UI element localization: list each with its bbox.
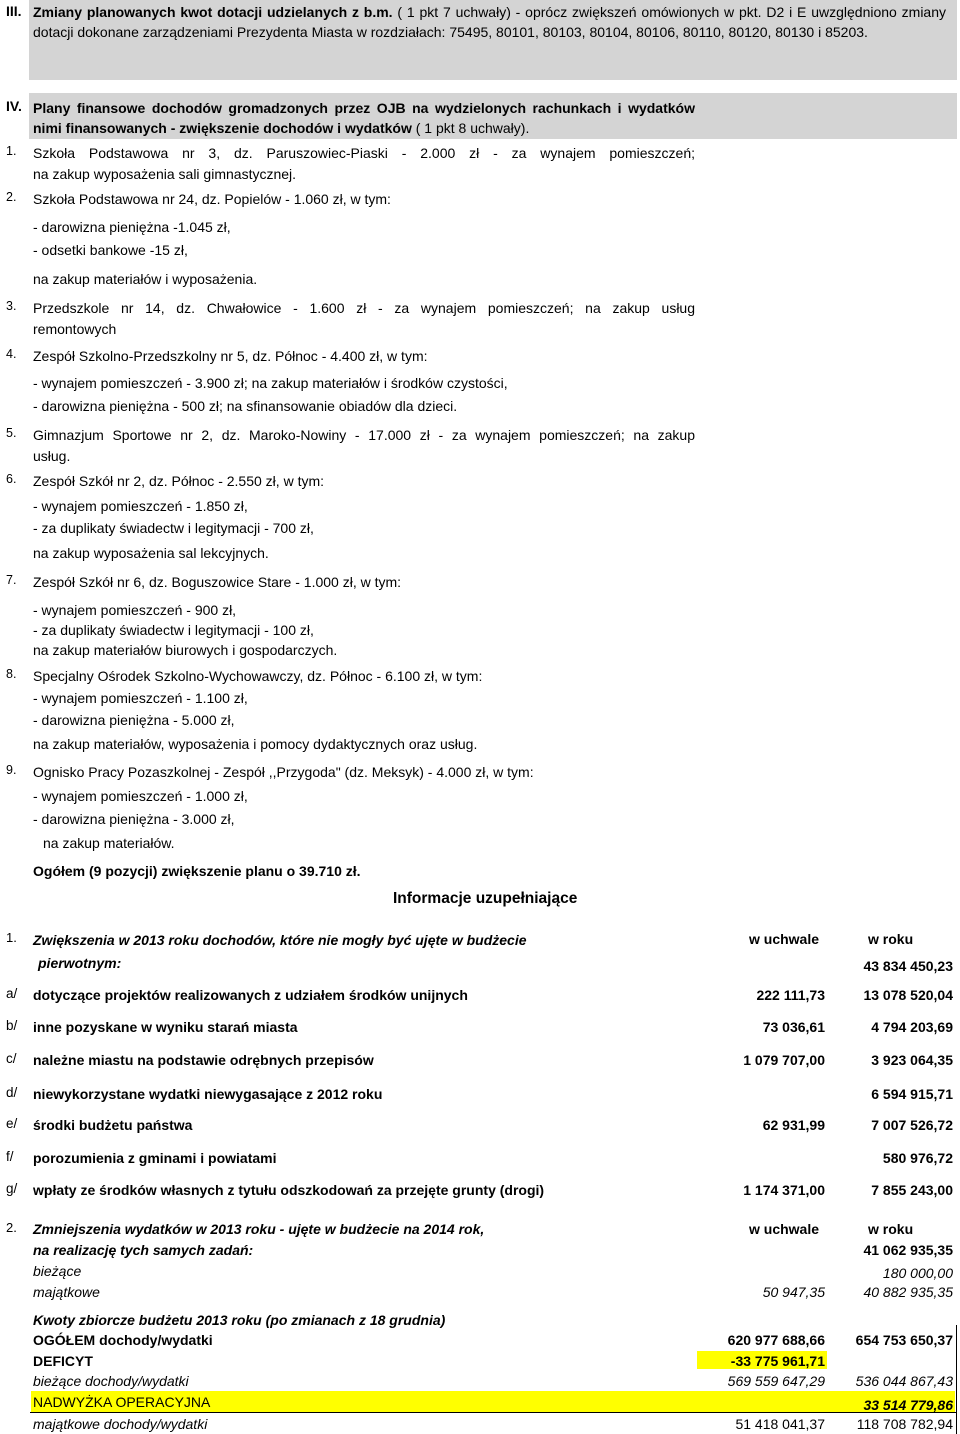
item-line: remontowych — [33, 321, 117, 337]
item-number: 3. — [6, 299, 17, 313]
block-3-row-majatkowe-v2: 118 708 782,94 — [856, 1416, 953, 1432]
info-heading: Informacje uzupełniające — [393, 890, 578, 907]
item-number: 5. — [6, 426, 17, 440]
section-4-total: Ogółem (9 pozycji) zwiększenie planu o 39.710 zł. — [33, 863, 361, 879]
section-3-text — [33, 2, 946, 42]
row-value-rok: 13 078 520,04 — [863, 987, 953, 1003]
block-1-total: 43 834 450,23 — [863, 958, 953, 974]
section-4-rest: ( 1 pkt 8 uchwały). — [411, 120, 530, 136]
item-line: Szkoła Podstawowa nr 24, dz. Popielów - 1.060 zł, w tym: — [33, 191, 391, 207]
row-value-rok: 4 794 203,69 — [871, 1019, 953, 1035]
item-number: 2. — [6, 190, 17, 204]
block-3-row-majatkowe-label: majątkowe dochody/wydatki — [33, 1416, 208, 1432]
row-value-rok: 6 594 915,71 — [871, 1086, 953, 1102]
item-line: usług. — [33, 448, 71, 464]
row-label: inne pozyskane w wyniku starań miasta — [33, 1019, 298, 1035]
row-label: porozumienia z gminami i powiatami — [33, 1150, 277, 1166]
row-value-uchwala: 73 036,61 — [762, 1019, 825, 1035]
row-letter: d/ — [6, 1085, 18, 1100]
item-number: 8. — [6, 667, 17, 681]
item-line: na zakup wyposażenia sal lekcyjnych. — [33, 545, 269, 561]
item-line: Gimnazjum Sportowe nr 2, dz. Maroko-Nowiny - 17.000 zł - za wynajem pomieszczeń; na zakup — [33, 427, 695, 443]
block-3-row-biezace-label: bieżące dochody/wydatki — [33, 1373, 189, 1389]
item-number: 9. — [6, 763, 17, 777]
section-4-number: IV. — [6, 98, 22, 114]
item-number: 1. — [6, 144, 17, 158]
row-value-uchwala: 1 079 707,00 — [743, 1052, 825, 1068]
table-row-line — [30, 1412, 956, 1413]
block-3-row-ogolem-v1: 620 977 688,66 — [727, 1332, 825, 1348]
item-line: na zakup materiałów biurowych i gospodarczych. — [33, 642, 338, 658]
block-3-row-biezace-v1: 569 559 647,29 — [727, 1373, 825, 1389]
block-2-title: Zmniejszenia wydatków w 2013 roku - ujęte w budżecie na 2014 rok, — [33, 1221, 485, 1237]
row-letter: g/ — [6, 1181, 18, 1196]
item-line: - wynajem pomieszczeń - 3.900 zł; na zakup materiałów i środków czystości, — [33, 375, 508, 391]
row-letter: c/ — [6, 1051, 17, 1066]
row-value-uchwala: 1 174 371,00 — [743, 1182, 825, 1198]
item-number: 6. — [6, 472, 17, 486]
block-1-col-rok: w roku — [868, 931, 914, 947]
block-2-col-uchwala: w uchwale — [749, 1221, 820, 1237]
row-value-uchwala: 222 111,73 — [756, 987, 825, 1003]
block-2-total: 41 062 935,35 — [863, 1242, 953, 1258]
row-value-uchwala: 62 931,99 — [762, 1117, 825, 1133]
item-number: 7. — [6, 573, 17, 587]
block-3-row-ogolem-label: OGÓŁEM dochody/wydatki — [33, 1332, 213, 1348]
row-value-rok: 3 923 064,35 — [871, 1052, 953, 1068]
item-line: - wynajem pomieszczeń - 900 zł, — [33, 602, 237, 618]
item-line: Zespół Szkół nr 2, dz. Północ - 2.550 zł, w tym: — [33, 473, 325, 489]
row-value-rok: 7 007 526,72 — [871, 1117, 953, 1133]
item-line: - darowizna pieniężna - 3.000 zł, — [33, 811, 235, 827]
row-letter: e/ — [6, 1116, 18, 1131]
item-line: Zespół Szkół nr 6, dz. Boguszowice Stare - 1.000 zł, w tym: — [33, 574, 402, 590]
block-1-number: 1. — [6, 930, 17, 945]
item-line: Przedszkole nr 14, dz. Chwałowice - 1.600 zł - za wynajem pomieszczeń; na zakup usług — [33, 300, 695, 316]
row-letter: f/ — [6, 1149, 14, 1164]
item-line: - odsetki bankowe -15 zł, — [33, 242, 188, 258]
section-3-number: III. — [6, 3, 22, 19]
row-label: należne miastu na podstawie odrębnych przepisów — [33, 1052, 374, 1068]
block-3-row-ogolem-v2: 654 753 650,37 — [855, 1332, 953, 1348]
block-2-title-cont: na realizację tych samych zadań: — [33, 1242, 254, 1258]
block-2-row-majatkowe-v1: 50 947,35 — [762, 1284, 825, 1300]
block-3-row-biezace-v2: 536 044 867,43 — [855, 1373, 953, 1389]
block-3-title: Kwoty zbiorcze budżetu 2013 roku (po zmianach z 18 grudnia) — [33, 1312, 446, 1328]
item-line: na zakup materiałów. — [43, 835, 175, 851]
item-line: na zakup materiałów i wyposażenia. — [33, 271, 258, 287]
row-value-rok: 580 976,72 — [882, 1150, 953, 1166]
block-2-row-biezace-v2: 180 000,00 — [882, 1265, 953, 1281]
row-label: dotyczące projektów realizowanych z udziałem środków unijnych — [33, 987, 468, 1003]
block-2-row-majatkowe-label: majątkowe — [33, 1284, 100, 1300]
block-2-row-majatkowe-v2: 40 882 935,35 — [863, 1284, 953, 1300]
item-line: Specjalny Ośrodek Szkolno-Wychowawczy, dz. Północ - 6.100 zł, w tym: — [33, 668, 483, 684]
row-value-rok: 7 855 243,00 — [871, 1182, 953, 1198]
item-line: - wynajem pomieszczeń - 1.000 zł, — [33, 788, 248, 804]
block-3-row-nadwyzka-v2: 33 514 779,86 — [863, 1397, 953, 1413]
item-line: Szkoła Podstawowa nr 3, dz. Paruszowiec-Piaski - 2.000 zł - za wynajem pomieszczeń; — [33, 145, 695, 161]
item-line: - darowizna pieniężna - 5.000 zł, — [33, 712, 235, 728]
item-line: - wynajem pomieszczeń - 1.850 zł, — [33, 498, 248, 514]
block-1-col-uchwala: w uchwale — [749, 931, 820, 947]
item-line: - wynajem pomieszczeń - 1.100 zł, — [33, 690, 248, 706]
item-line: - darowizna pieniężna - 500 zł; na sfinansowanie obiadów dla dzieci. — [33, 398, 458, 414]
item-line: - za duplikaty świadectw i legitymacji - 100 zł, — [33, 622, 314, 638]
block-3-row-majatkowe-v1: 51 418 041,37 — [735, 1416, 825, 1432]
section-3-rest: ( 1 pkt 7 uchwały) - oprócz zwiększeń omówionych w pkt. D2 i E uwzględniono zmiany dotacji dokonane zarządzeniami Prezydenta Miasta w rozdziałach: 75495, 80101, 80103, 80104, 80106, 80110, 80120, 80130 i 85203. — [33, 4, 947, 40]
row-label: środki budżetu państwa — [33, 1117, 193, 1133]
row-letter: a/ — [6, 986, 18, 1001]
item-line: na zakup materiałów, wyposażenia i pomocy dydaktycznych oraz usług. — [33, 736, 478, 752]
item-line: na zakup wyposażenia sali gimnastycznej. — [33, 166, 297, 182]
item-line: Ognisko Pracy Pozaszkolnej - Zespół ,,Przygoda" (dz. Meksyk) - 4.000 zł, w tym: — [33, 764, 534, 780]
block-2-number: 2. — [6, 1220, 17, 1235]
row-label: wpłaty ze środków własnych z tytułu odszkodowań za przejęte grunty (drogi) — [33, 1182, 545, 1198]
item-line: - darowizna pieniężna -1.045 zł, — [33, 219, 231, 235]
block-3-row-nadwyzka-label: NADWYŻKA OPERACYJNA — [33, 1394, 211, 1410]
block-1-title: Zwiększenia w 2013 roku dochodów, które nie mogły być ujęte w budżecie — [33, 932, 527, 948]
section-4-text — [33, 98, 695, 138]
block-1-title-cont: pierwotnym: — [38, 955, 122, 971]
row-label: niewykorzystane wydatki niewygasające z 2012 roku — [33, 1086, 383, 1102]
block-2-row-biezace-label: bieżące — [33, 1263, 82, 1279]
section-3-title: Zmiany planowanych kwot dotacji udzielanych z b.m. — [33, 4, 393, 20]
block-3-row-deficyt-v1: -33 775 961,71 — [730, 1353, 825, 1369]
item-line: Zespół Szkolno-Przedszkolny nr 5, dz. Północ - 4.400 zł, w tym: — [33, 348, 428, 364]
block-2-col-rok: w roku — [868, 1221, 914, 1237]
table-right-border — [956, 1325, 957, 1434]
section-4-title: Plany finansowe dochodów gromadzonych przez OJB na wydzielonych rachunkach i wydatków nimi finansowanych - zwiększenie dochodów i wydatków — [33, 100, 695, 136]
item-line: - za duplikaty świadectw i legitymacji - 700 zł, — [33, 520, 314, 536]
block-3-row-deficyt-label: DEFICYT — [33, 1353, 93, 1369]
row-letter: b/ — [6, 1018, 18, 1033]
item-number: 4. — [6, 347, 17, 361]
